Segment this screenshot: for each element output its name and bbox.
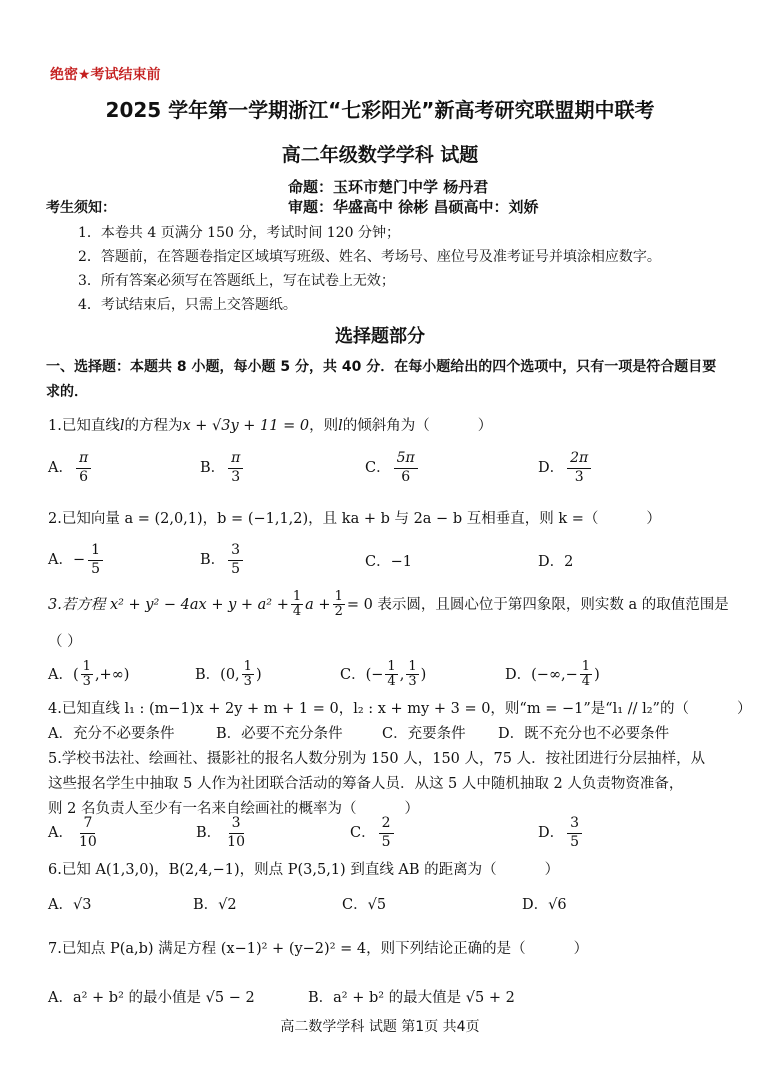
notice-item: 2．答题前，在答题卷指定区域填写班级、姓名、考场号、座位号及准考证号并填涂相应数字。 bbox=[78, 249, 661, 265]
question-5-option-d: D． $\frac{3}{5}$ bbox=[538, 815, 585, 851]
question-6-option-d: D．√6 bbox=[522, 897, 567, 913]
notice-item: 1．本卷共 4 页满分 150 分，考试时间 120 分钟； bbox=[78, 225, 400, 241]
question-1-option-a: A． $\frac{\pi}{6}$ bbox=[48, 450, 94, 486]
question-4-option-d: D．既不充分也不必要条件 bbox=[498, 726, 670, 742]
question-6-option-c: C．√5 bbox=[342, 897, 387, 913]
question-4-option-a: A．充分不必要条件 bbox=[48, 726, 175, 742]
question-1-option-d: D． $\frac{2\pi}{3}$ bbox=[538, 450, 594, 486]
question-4-option-b: B．必要不充分条件 bbox=[216, 726, 343, 742]
exam-title: 2025 学年第一学期浙江“七彩阳光”新高考研究联盟期中联考 bbox=[105, 98, 655, 122]
question-6-option-b: B．√2 bbox=[193, 897, 237, 913]
question-7-stem: 7.已知点 P(a,b) 满足方程 (x−1)² + (y−2)² = 4，则下列结论正确的是（ ） bbox=[48, 941, 589, 957]
question-3-option-c: C．(− $\frac{1}{4}$ , $\frac{1}{3}$ ) bbox=[340, 659, 427, 690]
page-footer: 高二数学学科 试题 第1页 共4页 bbox=[280, 1019, 480, 1035]
question-1-option-c: C． $\frac{5\pi}{6}$ bbox=[365, 450, 421, 486]
question-3-stem: 3.若方程 x² + y² − 4ax + y + a² + $\frac{1}{4}$ a + $\frac{1}{2}$ = 0 表示圆，且圆心位于第四象限，则实数 a 的取值范围是 bbox=[48, 589, 729, 620]
question-5-option-a: A． $\frac{7}{10}$ bbox=[48, 815, 97, 850]
question-6-stem: 6.已知 A(1,3,0)，B(2,4,−1)，则点 P(3,5,1) 到直线 AB 的距离为（ ） bbox=[48, 862, 560, 878]
question-1-option-b: B． $\frac{\pi}{3}$ bbox=[200, 450, 246, 486]
question-5-line-1: 5.学校书法社、绘画社、摄影社的报名人数分别为 150 人，150 人，75 人．按社团进行分层抽样，从 bbox=[48, 751, 706, 767]
notice-item: 4．考试结束后，只需上交答题纸。 bbox=[78, 297, 297, 313]
question-7-option-a: A．a² + b² 的最小值是 √5 − 2 bbox=[48, 990, 255, 1006]
question-2-option-c: C．−1 bbox=[365, 554, 412, 570]
notice-item: 3．所有答案必须写在答题纸上，写在试卷上无效； bbox=[78, 273, 395, 289]
question-4-option-c: C．充要条件 bbox=[382, 726, 466, 742]
authors-line-1: 命题：玉环市楚门中学 杨丹君 bbox=[288, 178, 489, 196]
question-3-option-a: A．( $\frac{1}{3}$ ,+∞) bbox=[48, 659, 130, 690]
question-2-stem: 2.已知向量 a = (2,0,1)，b = (−1,1,2)，且 ka + b 与 2a − b 互相垂直，则 k =（ ） bbox=[48, 511, 661, 527]
confidential-label: 绝密★考试结束前 bbox=[50, 67, 161, 83]
question-2-option-b: B． $\frac{3}{5}$ bbox=[200, 542, 246, 578]
question-5-line-2: 这些报名学生中抽取 5 人作为社团联合活动的筹备人员．从这 5 人中随机抽取 2 人负责物资准备， bbox=[48, 776, 684, 792]
question-2-option-a: A．− $\frac{1}{5}$ bbox=[48, 542, 106, 578]
question-2-option-d: D．2 bbox=[538, 554, 574, 570]
question-1-stem: 1.已知直线l的方程为x + √3y + 11 = 0，则l的倾斜角为（ ） bbox=[48, 418, 493, 434]
question-5-option-c: C． $\frac{2}{5}$ bbox=[350, 815, 397, 851]
exam-subtitle: 高二年级数学学科 试题 bbox=[281, 144, 479, 166]
question-6-option-a: A．√3 bbox=[48, 897, 92, 913]
question-3-option-d: D．(−∞,− $\frac{1}{4}$ ) bbox=[505, 659, 600, 690]
question-7-option-b: B．a² + b² 的最大值是 √5 + 2 bbox=[308, 990, 515, 1006]
section-instructions: 一、选择题：本题共 8 小题，每小题 5 分，共 40 分．在每小题给出的四个选项中，只有一项是符合题目要求的． bbox=[46, 359, 717, 400]
question-4-stem: 4.已知直线 l₁ : (m−1)x + 2y + m + 1 = 0，l₂ : x + my + 3 = 0，则“m = −1”是“l₁ // l₂”的（ ） bbox=[48, 701, 752, 717]
authors-line-2: 审题：华盛高中 徐彬 昌硕高中：刘娇 bbox=[288, 198, 539, 216]
notice-title: 考生须知： bbox=[46, 200, 116, 216]
question-3-option-b: B．(0, $\frac{1}{3}$ ) bbox=[195, 659, 262, 690]
question-5-line-3: 则 2 名负责人至少有一名来自绘画社的概率为（ ） bbox=[48, 801, 419, 817]
section-title: 选择题部分 bbox=[335, 326, 425, 347]
question-3-paren: （ ） bbox=[48, 634, 82, 650]
question-5-option-b: B． $\frac{3}{10}$ bbox=[196, 815, 245, 850]
